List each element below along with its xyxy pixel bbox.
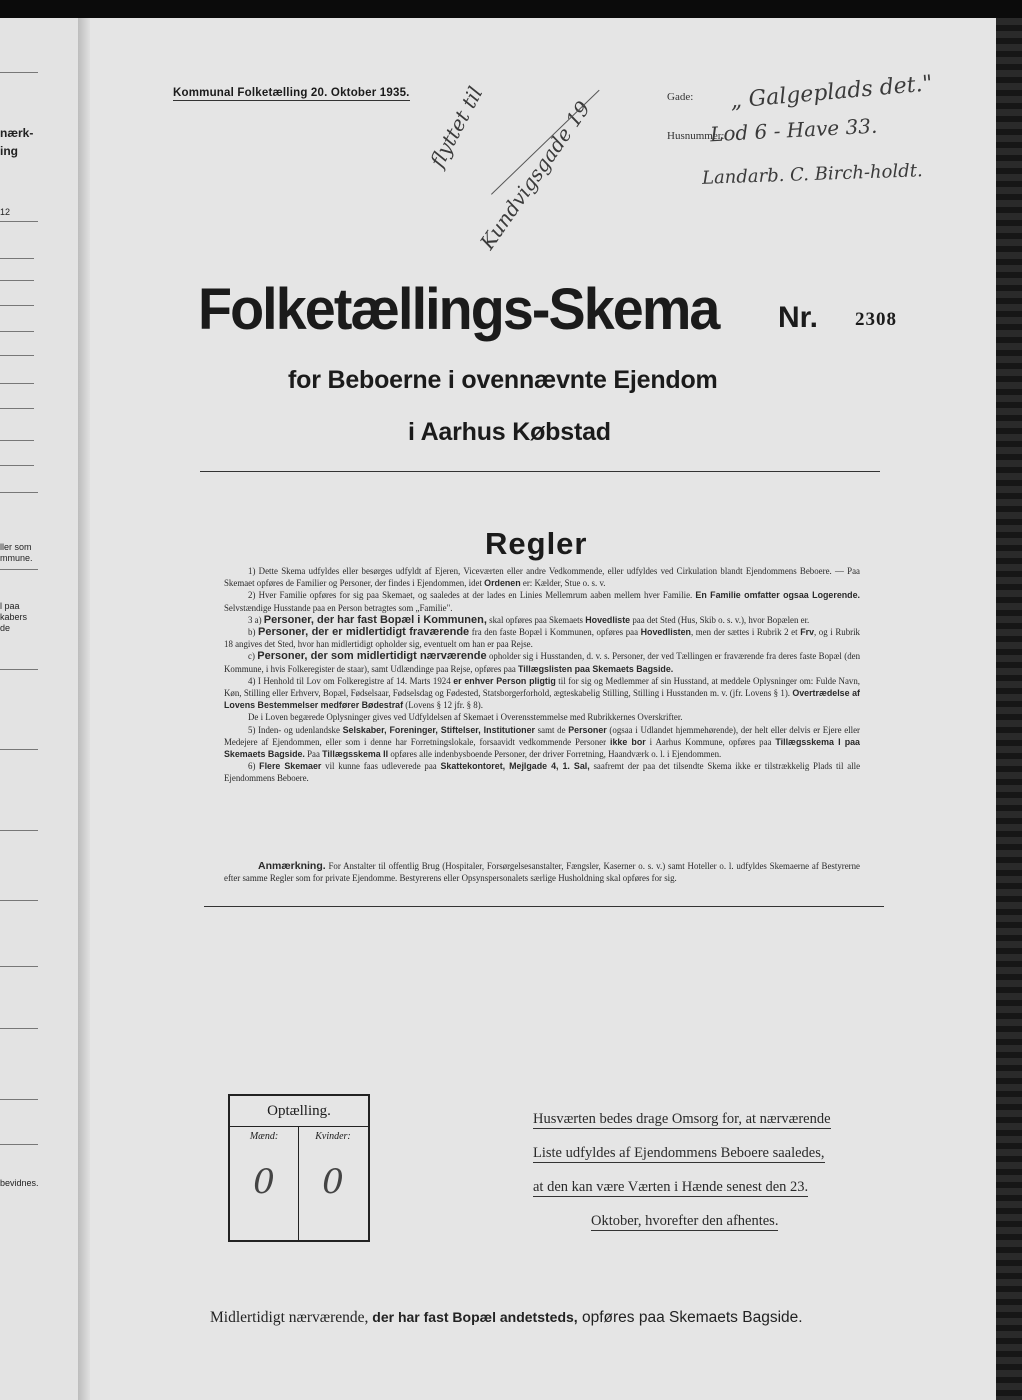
left-page-text: mmune.: [0, 553, 33, 563]
rule-6: 6) Flere Skemaer vil kunne faas udleverede paa Skattekontoret, Mejlgade 4, 1. Sal, saafremt der paa det tilsendte Skema ikke er tilstrækkelig Plads til alle Ejendommens Beboere.: [224, 761, 861, 784]
divider-line: [0, 440, 34, 441]
divider-line: [0, 900, 38, 901]
divider-line: [0, 408, 34, 409]
left-page-text: l paa: [0, 601, 20, 611]
men-column: [230, 1127, 299, 1240]
divider-line: [0, 355, 34, 356]
divider-line: [0, 749, 38, 750]
rule-3c: c) Personer, der som midlertidigt nærværende opholder sig i Husstanden, d. v. s. Personer, der ved Tællingen er fraværende fra deres faste Bopæl (den Kommune, i hvis Folkeregister de staar), samt Udlændinge paa Rejse, opføres paa Tillægslisten paa Skemaets Bagside.: [224, 650, 861, 674]
divider-line: [0, 1099, 38, 1100]
divider-line: [0, 569, 38, 570]
count-box: [228, 1094, 370, 1242]
divider-line: [0, 492, 38, 493]
census-header: Kommunal Folketælling 20. Oktober 1935.: [173, 87, 410, 99]
rules-text: [224, 565, 860, 785]
rule-5: 5) Inden- og udenlandske Selskaber, Foreninger, Stiftelser, Institutioner samt de Personer (ogsaa i Udlandet hjemmehørende), der helt eller delvis er Ejere eller Medejere af Ejendommen, eller som i denne har Forretningslokale, forsaavidt vedkommende Personer ikke bor i Aarhus Kommune, opføres paa Tillægsskema I paa Skemaets Bagside. Paa Tillægsskema II opføres alle indenbysboende Personer, der driver Forretning, Haandværk o. l. i Ejendommen.: [224, 724, 860, 760]
footer-note: Midlertidigt nærværende, der har fast Bopæl andetsteds, opføres paa Skemaets Bagside.: [210, 1309, 803, 1326]
subtitle-city: i Aarhus Købstad: [408, 418, 611, 446]
house-number-label: Husnummer:: [667, 130, 725, 142]
left-page-text: kabers: [0, 612, 28, 622]
left-page-text: bevidnes.: [0, 1178, 39, 1188]
left-page-text: ing: [0, 144, 18, 158]
notice-line: Oktober, hvorefter den afhentes.: [591, 1213, 779, 1229]
divider-rule: [204, 906, 884, 907]
form-title: Folketællings-Skema: [198, 277, 719, 342]
women-count: 0: [322, 1162, 344, 1202]
subtitle-residents: for Beboerne i ovennævnte Ejendom: [288, 366, 718, 394]
left-facing-page: [0, 18, 79, 1400]
census-form-page: [90, 18, 996, 1400]
remark-text: Anmærkning. For Anstalter til offentlig Brug (Hospitaler, Forsørgelsesanstalter, Fængsler, Kaserner o. s. v.) samt Hoteller o. l. udfyldes Skemaerne af Bestyrerne efter samme Regler som for private Ejendomme. Bestyrerens eller Opsynspersonalets særlige Husholdning skal opføres for sig.: [224, 860, 860, 884]
number-label: Nr.: [778, 301, 819, 334]
divider-line: [0, 1144, 38, 1145]
divider-rule: [200, 471, 880, 472]
remark-label: Anmærkning.: [258, 860, 326, 872]
rule-3a: 3 a) Personer, der har fast Bopæl i Kommunen, skal opføres paa Skemaets Hovedliste paa det Sted (Hus, Skib o. s. v.), hvor Bopælen er.: [248, 613, 810, 626]
notice-line: Husværten bedes drage Omsorg for, at nærværende: [533, 1111, 831, 1127]
form-number: 2308: [855, 309, 897, 330]
owner-handwritten: Landarb. C. Birch-holdt.: [701, 160, 923, 189]
notice-line: at den kan være Værten i Hænde senest den 23.: [533, 1179, 809, 1195]
divider-line: [0, 72, 38, 73]
rule-2: 2) Hver Familie opføres for sig paa Skemaet, og saaledes at der lades en Linies Mellemrum aaben mellem hver Familie. En Familie omfatter ogsaa Logerende. Selvstændige Husstande paa en Person betragtes som „Familie".: [224, 590, 860, 613]
left-page-text: 12: [0, 207, 11, 217]
divider-line: [0, 305, 34, 306]
left-page-text: de: [0, 623, 11, 633]
divider-line: [0, 258, 34, 259]
notice-line: Liste udfyldes af Ejendommens Beboere saaledes,: [533, 1145, 825, 1161]
divider-line: [0, 221, 38, 222]
women-label: Kvinder:: [315, 1131, 351, 1142]
left-page-text: ller som: [0, 542, 32, 552]
divider-line: [0, 1028, 38, 1029]
count-box-title: Optælling.: [230, 1096, 368, 1127]
moved-note-line1: flyttet til: [425, 82, 488, 172]
men-count: 0: [253, 1162, 275, 1202]
binding-edge: [996, 18, 1022, 1400]
divider-line: [0, 669, 38, 670]
divider-line: [0, 331, 34, 332]
rule-1: 1) Dette Skema udfyldes eller besørges udfyldt af Ejeren, Viceværten eller andre Vedkommende, eller udfyldes ved Cirkulation blandt Ejendommens Beboere. — Paa Skemaet opføres de Familier og Personer, der findes i Ejendommen, idet Ordenen er: Kælder, Stue o. s. v.: [224, 566, 860, 589]
plot-handwritten: Lod 6 - Have 33.: [709, 113, 878, 147]
divider-line: [0, 966, 38, 967]
left-page-text: nærk-: [0, 126, 34, 140]
divider-line: [0, 830, 38, 831]
rule-4-note: De i Loven begærede Oplysninger gives ved Udfyldelsen af Skemaet i Overensstemmelse med Rubrikkernes Overskrifter.: [248, 712, 683, 723]
divider-line: [0, 280, 34, 281]
rule-3b: b) Personer, der er midlertidigt fraværende fra den faste Bopæl i Kommunen, opføres paa Hovedlisten, men der sættes i Rubrik 2 et Frv, og i Rubrik 18 angives det Sted, hvor han midlertidigt opholder sig, eventuelt om han er paa Rejse.: [224, 626, 860, 650]
moved-note-line2: Kundvigsgade 19: [475, 96, 596, 254]
divider-line: [0, 465, 34, 466]
rule-4: 4) I Henhold til Lov om Folkeregistre af 14. Marts 1924 er enhver Person pligtig til for sig og Medlemmer af sin Husstand, at meddele Oplysninger om: Fulde Navn, Køn, Stilling eller Erhverv, Bopæl, Fødselsaar, Fødselsdag og Fødested, Statsborgerforhold, ægteskabelig Stilling, Stilling i Husstanden m. v. (jfr. Lovens § 1). Overtrædelse af Lovens Bestemmelser medfører Bødestraf (Lovens § 12 jfr. § 8).: [224, 675, 860, 711]
street-label: Gade:: [667, 91, 694, 103]
rules-heading: Regler: [485, 526, 588, 561]
divider-line: [0, 383, 34, 384]
women-column: [299, 1127, 367, 1240]
men-label: Mænd:: [249, 1131, 279, 1142]
street-handwritten: „ Galgeplads det.": [729, 71, 934, 114]
book-gutter: [78, 18, 90, 1400]
